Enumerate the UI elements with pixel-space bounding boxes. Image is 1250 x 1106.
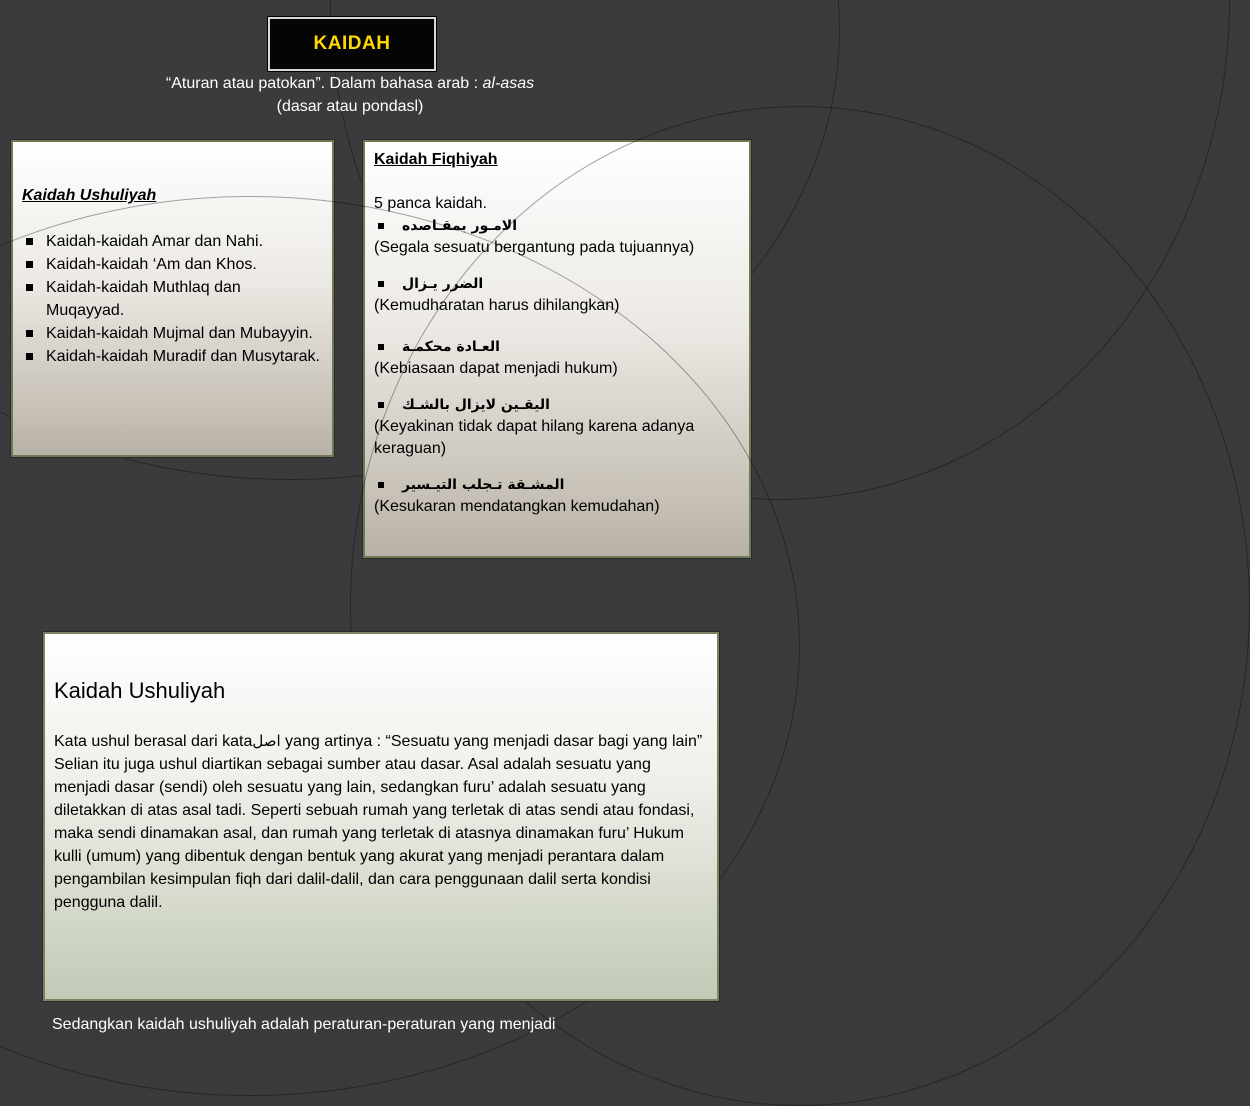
kaidah-list [22, 230, 322, 368]
bullet-icon [378, 223, 384, 229]
bullet-icon [378, 281, 384, 287]
subtitle-line-1 [0, 73, 700, 95]
rule-meaning: (Keyakinan tidak dapat hilang karena adanya keraguan) [374, 418, 695, 457]
arabic-rule: الضرر يـزال [402, 276, 484, 292]
slide-title [268, 17, 436, 71]
arabic-rule: اليقـين لايزال بالشـك [402, 397, 550, 413]
rule-item [374, 336, 741, 380]
rule-meaning: (Segala sesuatu bergantung pada tujuannya) [374, 239, 695, 256]
rule-meaning: (Kesukaran mendatangkan kemudahan) [374, 498, 660, 515]
intro-text: 5 panca kaidah. [374, 195, 487, 212]
list-item: Kaidah-kaidah Mujmal dan Mubayyin. [22, 322, 322, 345]
rule-item [374, 394, 741, 460]
list-item: Kaidah-kaidah ‘Am dan Khos. [22, 253, 322, 276]
list-item: Kaidah-kaidah Amar dan Nahi. [22, 230, 322, 253]
arabic-word: اصل [252, 732, 281, 750]
list-item: Kaidah-kaidah Muradif dan Musytarak. [22, 345, 322, 368]
subtitle-line-2: (dasar atau pondasl) [276, 98, 424, 115]
rule-item [374, 215, 741, 259]
rule-meaning: (Kemudharatan harus dihilangkan) [374, 297, 620, 314]
kaidah-fiqhiyah-card [363, 140, 751, 558]
bullet-icon [378, 482, 384, 488]
kaidah-ushuliyah-card [11, 140, 334, 457]
section-heading: Kaidah Ushuliyah [54, 678, 226, 703]
card-heading: Kaidah Ushuliyah [22, 187, 157, 204]
paragraph-rest: yang artinya : “Sesuatu yang menjadi dasar bagi yang lain” Selian itu juga ushul diartikan sebagai sumber atau dasar. Asal adalah sesuatu yang menjadi dasar (sendi) oleh sesuatu yang lain, sedangkan furu’ adalah sesuatu yang diletakkan di atas asal tadi. Seperti sebuah rumah yang terletak di atas sendi atau fondasi, maka sendi dinamakan asal, dan rumah yang terletak di atasnya dinamakan furu’ Hukum kulli (umum) yang dibentuk dengan bentuk yang akurat yang menjadi perantara dalam pengambilan kesimpulan fiqh dari dalil-dalil, dan cara penggunaan dalil serta kondisi pengguna dalil. [54, 733, 703, 911]
arabic-rule: العـادة محكمـة [402, 339, 500, 355]
bullet-icon [378, 402, 384, 408]
slide-title-text: KAIDAH [313, 33, 391, 54]
list-item: Kaidah-kaidah Muthlaq dan Muqayyad. [22, 276, 322, 322]
subtitle-italic: al-asas [482, 75, 535, 92]
cut-off-text: Sedangkan kaidah ushuliyah adalah peraturan-peraturan yang menjadi [52, 1016, 556, 1033]
definition-paragraph [54, 730, 705, 914]
slide-1 [0, 0, 768, 574]
rule-meaning: (Kebiasaan dapat menjadi hukum) [374, 360, 618, 377]
paragraph-prefix: Kata ushul berasal dari kata [54, 733, 253, 750]
subtitle-prefix: “Aturan atau patokan”. Dalam bahasa arab : [165, 75, 483, 92]
card-heading: Kaidah Fiqhiyah [374, 151, 498, 168]
kaidah-ushuliyah-definition-card [43, 632, 719, 1001]
arabic-rule: المشـقة تـجلب التيـسير [402, 477, 565, 493]
rule-item [374, 474, 741, 518]
arabic-rule: الامـور بمقـاصده [402, 218, 518, 234]
bullet-icon [378, 344, 384, 350]
rule-item [374, 273, 741, 317]
